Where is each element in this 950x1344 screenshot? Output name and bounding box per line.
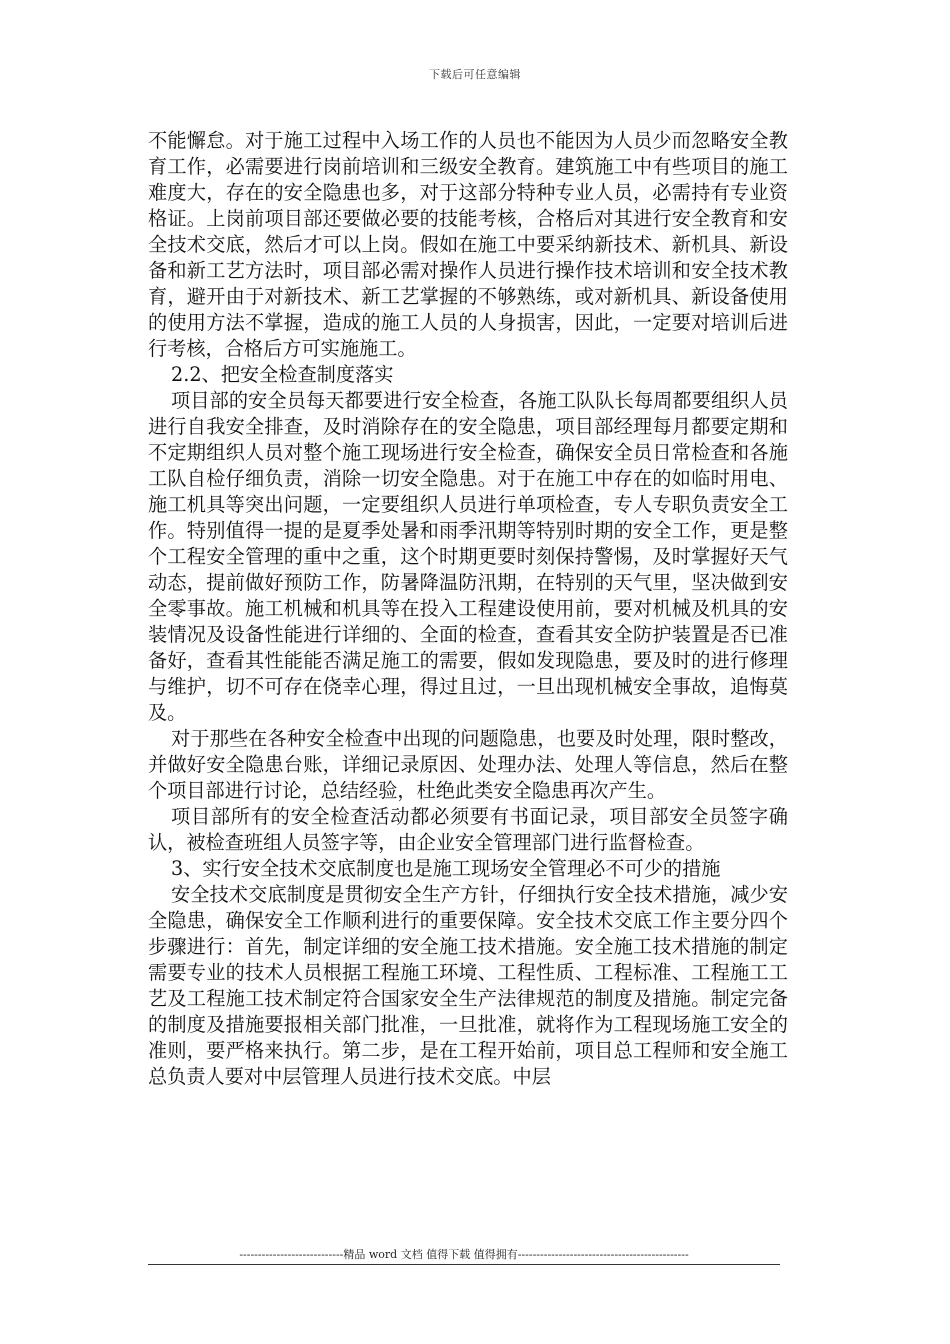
paragraph-continuation: 不能懈怠。对于施工过程中入场工作的人员也不能因为人员少而忽略安全教育工作，必需要进行岗前培训和三级安全教育。建筑施工中有些项目的施工难度大，存在的安全隐患也多，对于这部分特种专业人员，必需持有专业资格证。上岗前项目部还要做必要的技能考核，合格后对其进行安全教育和安全技术交底，然后才可以上岗。假如在施工中要采纳新技术、新机具、新设备和新工艺方法时，项目部必需对操作人员进行操作技术培训和安全技术教育，避开由于对新技术、新工艺掌握的不够熟练，或对新机具、新设备使用的使用方法不掌握，造成的施工人员的人身损害，因此，一定要对培训后进行考核，合格后方可实施施工。 xyxy=(148,129,788,360)
document-body xyxy=(148,128,788,1090)
section-heading-2-2: 2.2、把安全检查制度落实 xyxy=(171,363,394,386)
paragraph-hazard-handling: 对于那些在各种安全检查中出现的问题隐患，也要及时处理，限时整改，并做好安全隐患台账，详细记录原因、处理办法、处理人等信息，然后在整个项目部进行讨论，总结经验，杜绝此类安全隐患再次产生。 xyxy=(148,727,788,802)
page-footer: ----------------------------精品 word 文档 值得下载 值得拥有---------------------------------------------- xyxy=(239,1248,689,1261)
page-header: 下载后可任意编辑 xyxy=(429,68,521,81)
section-heading-3: 3、实行安全技术交底制度也是施工现场安全管理必不可少的措施 xyxy=(171,857,721,880)
paragraph-written-records: 项目部所有的安全检查活动都必须要有书面记录，项目部安全员签字确认，被检查班组人员签字等，由企业安全管理部门进行监督检查。 xyxy=(148,805,788,854)
footer-divider xyxy=(148,1264,780,1265)
paragraph-technical-briefing: 安全技术交底制度是贯彻安全生产方针，仔细执行安全技术措施，减少安全隐患，确保安全工作顺利进行的重要保障。安全技术交底工作主要分四个步骤进行：首先，制定详细的安全施工技术措施。安全施工技术措施的制定需要专业的技术人员根据工程施工环境、工程性质、工程标准、工程施工工艺及工程施工技术制定符合国家安全生产法律规范的制度及措施。制定完备的制度及措施要报相关部门批准，一旦批准，就将作为工程现场施工安全的准则，要严格来执行。第二步，是在工程开始前，项目总工程师和安全施工总负责人要对中层管理人员进行技术交底。中层 xyxy=(148,883,788,1088)
paragraph-daily-inspection: 项目部的安全员每天都要进行安全检查，各施工队队长每周都要组织人员进行自我安全排查，及时消除存在的安全隐患，项目部经理每月都要定期和不定期组织人员对整个施工现场进行安全检查，确保安全员日常检查和各施工队自检仔细负责，消除一切安全隐患。对于在施工中存在的如临时用电、施工机具等突出问题，一定要组织人员进行单项检查，专人专职负责安全工作。特别值得一提的是夏季处暑和雨季汛期等特别时期的安全工作，更是整个工程安全管理的重中之重，这个时期更要时刻保持警惕，及时掌握好天气动态，提前做好预防工作，防暑降温防汛期，在特别的天气里，坚决做到安全零事故。施工机械和机具等在投入工程建设使用前，要对机械及机具的安装情况及设备性能进行详细的、全面的检查，查看其安全防护装置是否已准备好，查看其性能能否满足施工的需要，假如发现隐患，要及时的进行修理与维护，切不可存在侥幸心理，得过且过，一旦出现机械安全事故，追悔莫及。 xyxy=(148,389,788,724)
